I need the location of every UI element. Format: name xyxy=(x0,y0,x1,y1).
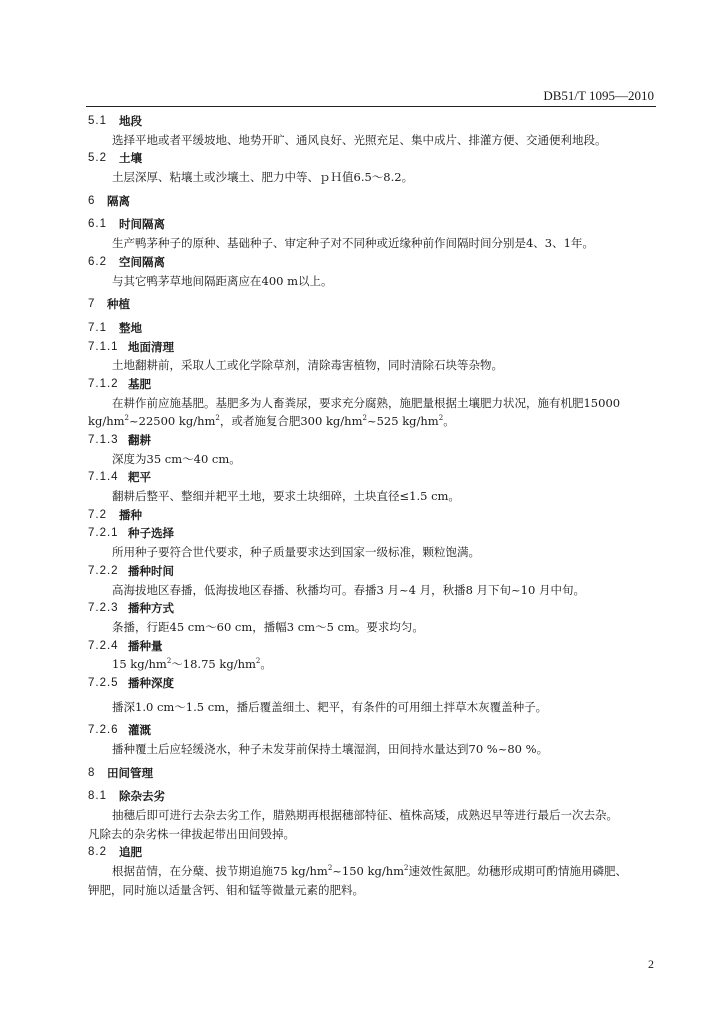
section-number: 6.1 xyxy=(88,218,107,231)
section-number: 6 xyxy=(88,194,96,207)
paragraph: 选择平地或者平缓坡地、地势开旷、通风良好、光照充足、集中成片、排灌方便、交通便利地段。 xyxy=(112,132,607,147)
section-number: 5.1 xyxy=(88,115,107,127)
heading-7-1 xyxy=(88,319,656,338)
paragraph: 生产鸭茅种子的原种、基础种子、审定种子对不同种或近缘种前作间隔时间分别是4、3、1年。 xyxy=(112,236,594,251)
paragraph: 根据苗情，在分蘖、拔节期追施75 $kg/hm^2\sim 150$ $kg/hm^2$速效性氮肥。幼穗形成期可酌情施用磷肥、 xyxy=(112,864,628,879)
section-number: 7.2.2 xyxy=(88,564,119,577)
section-number: 7.2.6 xyxy=(88,724,119,737)
section-number: 7.2.3 xyxy=(88,602,119,615)
document-body xyxy=(88,112,656,900)
heading-8-2 xyxy=(88,843,656,862)
paragraph: 在耕作前应施基肥。基肥多为人畜粪尿，要求充分腐熟，施肥量根据土壤肥力状况，施有机肥15000 xyxy=(112,395,621,410)
section-title: 田间管理 xyxy=(107,765,153,780)
section-number: 6.2 xyxy=(88,255,107,268)
paragraph: 所用种子要符合世代要求，种子质量要求达到国家一级标准，颗粒饱满。 xyxy=(112,545,480,560)
section-number: 7.1.3 xyxy=(88,434,119,446)
section-number: 7.1.4 xyxy=(88,471,119,484)
heading-7-2-1 xyxy=(88,524,656,543)
section-number: 7.2 xyxy=(88,508,107,521)
heading-7-2-6 xyxy=(88,721,656,740)
paragraph: 土层深厚、粘壤土或沙壤土、肥力中等、ｐＨ值6.5～8.2。 xyxy=(112,170,414,185)
page-number: 2 xyxy=(648,957,654,971)
section-title: 播种 xyxy=(119,507,142,522)
paragraph: 土地翻耕前，采取人工或化学除草剂，清除毒害植物，同时清除石块等杂物。 xyxy=(112,358,503,373)
section-number: 8 xyxy=(88,766,96,779)
paragraph: 播种覆土后应轻缓浇水，种子未发芽前保持土壤湿润，田间持水量达到70 %~80 %。 xyxy=(112,742,549,756)
paragraph: 条播，行距45 cm～60 cm，播幅3 cm～5 cm。要求均匀。 xyxy=(112,619,424,634)
section-title: 整地 xyxy=(119,320,142,335)
heading-7-1-1 xyxy=(88,338,656,357)
section-title: 地面清理 xyxy=(128,339,174,354)
heading-7-2-3 xyxy=(88,599,656,618)
section-title: 基肥 xyxy=(128,376,151,391)
section-number: 7.1.1 xyxy=(88,340,119,353)
section-title: 种植 xyxy=(107,297,130,312)
section-number: 5.2 xyxy=(88,152,107,165)
heading-6-1 xyxy=(88,215,656,234)
section-title: 灌溉 xyxy=(128,723,151,738)
paragraph: 15 $kg/hm^2\sim 18.75$ $kg/hm^2$。 xyxy=(112,657,272,672)
section-title: 除杂去劣 xyxy=(119,789,165,804)
heading-6-2 xyxy=(88,253,656,272)
paragraph-continuation: 凡除去的杂劣株一律拔起带出田间毁掉。 xyxy=(88,826,295,841)
heading-7-1-3 xyxy=(88,431,656,450)
paragraph: 与其它鸭茅草地间隔距离应在400 m以上。 xyxy=(112,273,333,288)
heading-7-2-4 xyxy=(88,637,656,656)
section-number: 7.1.2 xyxy=(88,377,119,390)
section-title: 播种方式 xyxy=(128,601,174,616)
section-title: 隔离 xyxy=(107,193,130,208)
section-title: 土壤 xyxy=(119,151,142,166)
paragraph: 深度为35 cm～40 cm。 xyxy=(112,451,241,466)
section-number: 7.2.4 xyxy=(88,639,119,652)
section-number: 7.2.5 xyxy=(88,676,119,689)
section-number: 8.1 xyxy=(88,790,107,803)
section-number: 8.2 xyxy=(88,846,107,859)
paragraph: 翻耕后整平、整细并耙平土地，要求土块细碎，土块直径≤1.5 cm。 xyxy=(112,489,460,504)
header-rule xyxy=(86,106,656,107)
section-title: 时间隔离 xyxy=(119,217,165,232)
document-id: DB51/T 1095—2010 xyxy=(543,88,654,103)
paragraph: 高海拔地区春播，低海拔地区春播、秋播均可。春播3 月~4 月，秋播8 月下旬~10 月中旬。 xyxy=(112,582,585,597)
heading-5-2 xyxy=(88,149,656,168)
paragraph-continuation: 钾肥，同时施以适量含钙、钼和锰等微量元素的肥料。 xyxy=(88,882,364,897)
section-title: 播种时间 xyxy=(128,563,174,578)
heading-8-1 xyxy=(88,787,656,806)
section-title: 空间隔离 xyxy=(119,254,165,269)
section-number: 7 xyxy=(88,298,96,311)
section-title: 翻耕 xyxy=(128,433,151,447)
paragraph-continuation: $kg/hm^2\sim 22500$ $kg/hm^2$，或者施复合肥300 $kg/hm^2\sim 525$ $kg/hm^2$。 xyxy=(88,414,455,429)
heading-6 xyxy=(88,192,656,211)
section-title: 播种深度 xyxy=(128,675,174,690)
heading-8 xyxy=(88,764,656,783)
heading-7 xyxy=(88,295,656,314)
section-number: 7.2.1 xyxy=(88,527,119,540)
heading-7-2 xyxy=(88,506,656,525)
heading-7-1-4 xyxy=(88,468,656,487)
section-title: 耙平 xyxy=(128,470,151,485)
section-title: 地段 xyxy=(119,114,142,128)
paragraph: 抽穗后即可进行去杂去劣工作，腊熟期再根据穗部特征、植株高矮，成熟迟早等进行最后一次去杂。 xyxy=(112,808,618,823)
heading-7-2-5 xyxy=(88,674,656,693)
section-number: 7.1 xyxy=(88,321,107,334)
section-title: 播种量 xyxy=(128,638,163,653)
paragraph: 播深1.0 cm～1.5 cm，播后覆盖细土、耙平，有条件的可用细土拌草木灰覆盖种子。 xyxy=(112,699,548,714)
section-title: 种子选择 xyxy=(128,526,174,541)
heading-7-2-2 xyxy=(88,562,656,581)
heading-5-1 xyxy=(88,112,656,131)
section-title: 追肥 xyxy=(119,845,142,860)
heading-7-1-2 xyxy=(88,375,656,394)
